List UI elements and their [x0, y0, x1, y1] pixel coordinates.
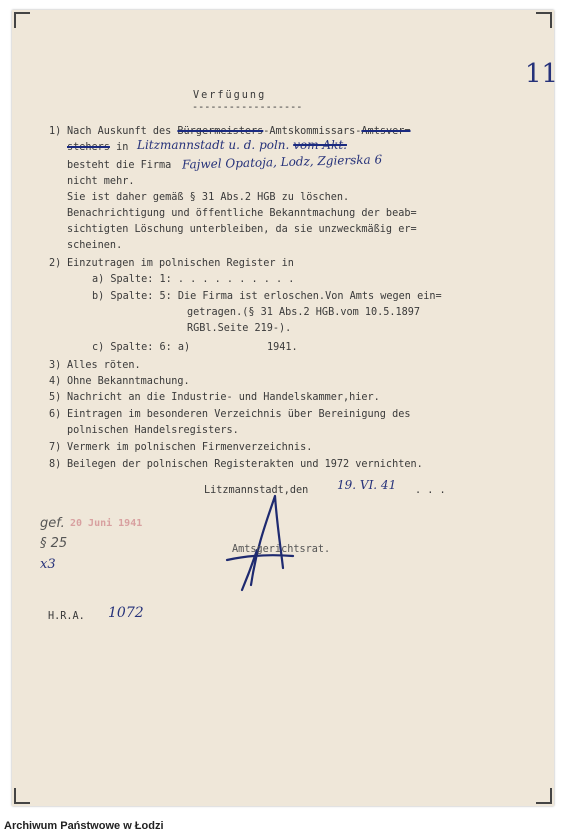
item-7-text: Vermerk im polnischen Firmenverzeichnis. [67, 442, 313, 453]
margin-note-x3: x3 [40, 557, 56, 572]
title-underline: ------------------ [192, 102, 303, 113]
item-1-number: 1) [49, 126, 62, 137]
item-4-text: Ohne Bekanntmachung. [67, 376, 190, 387]
item-1-line-6: Benachrichtigung und öffentliche Bekanntmachung der beab= [67, 208, 417, 219]
item-1-line-5: Sie ist daher gemäß § 31 Abs.2 HGB zu löschen. [67, 192, 350, 203]
item-5-text: Nachricht an die Industrie- und Handelskammer,hier. [67, 392, 380, 403]
item-2-b-line-2: getragen.(§ 31 Abs.2 HGB.vom 10.5.1897 [187, 307, 421, 318]
archive-footer [0, 812, 566, 840]
item-1-line-8: scheinen. [67, 240, 123, 251]
date-trailing-dots: . . . [415, 485, 446, 496]
text: Nach Auskunft des [67, 126, 178, 137]
archive-name: Archiwum Państwowe w Łodzi [4, 820, 164, 832]
handwritten-text: Litzmannstadt u. d. poln. [137, 138, 290, 152]
signature-title: Amtsgerichtsrat. [232, 544, 331, 555]
handwritten-struck-text: vom Akt. [293, 138, 347, 152]
struck-text: Bürgermeisters [177, 126, 264, 137]
item-7-number: 7) [49, 442, 62, 453]
struck-text: Amtsver= [361, 126, 411, 137]
item-3-number: 3) [49, 360, 62, 371]
text: -Amtskommissars- [263, 126, 362, 137]
item-1-line-7: sichtigten Löschung unterbleiben, da sie unzweckmäßig er= [67, 224, 417, 235]
crop-mark [536, 788, 552, 804]
hra-label: H.R.A. [48, 611, 85, 622]
item-8-text: Beilegen der polnischen Registerakten und 1972 vernichten. [67, 459, 423, 470]
item-2-line-1: Einzutragen im polnischen Register in [67, 258, 294, 269]
page-number: 11 [525, 59, 559, 89]
item-8-number: 8) [49, 459, 62, 470]
item-1-line-1 [67, 126, 411, 138]
item-1-line-4: nicht mehr. [67, 176, 135, 187]
item-2-c-year: 1941. [267, 342, 298, 353]
crop-mark [14, 788, 30, 804]
text: in [109, 142, 129, 153]
crop-mark [536, 12, 552, 28]
item-2-b-line-1: b) Spalte: 5: Die Firma ist erloschen.Von Amts wegen ein= [92, 291, 442, 302]
item-6-number: 6) [49, 409, 62, 420]
item-5-number: 5) [49, 392, 62, 403]
item-2-b-line-3: RGBl.Seite 219-). [187, 323, 292, 334]
item-1-line-2 [67, 142, 128, 154]
item-2-number: 2) [49, 258, 62, 269]
document-title: Verfügung [193, 90, 267, 101]
item-3-text: Alles röten. [67, 360, 141, 371]
item-1-line-3: besteht die Firma [67, 160, 172, 171]
item-6-text-cont: polnischen Handelsregisters. [67, 425, 239, 436]
document-page [12, 10, 559, 806]
crop-mark [14, 12, 30, 28]
hra-number: 1072 [108, 605, 144, 621]
item-2-a: a) Spalte: 1: . . . . . . . . . . [92, 274, 295, 285]
handwritten-date: 19. VI. 41 [337, 478, 397, 492]
margin-note-gef: gef. [40, 516, 65, 531]
item-6-text: Eintragen im besonderen Verzeichnis über Bereinigung des [67, 409, 411, 420]
margin-note-section: § 25 [40, 536, 68, 551]
struck-text: stehers [67, 142, 110, 153]
item-2-c: c) Spalte: 6: a) [92, 342, 191, 353]
handwritten-firm: Fajwel Opatoja, Lodz, Zgierska 6 [181, 152, 383, 172]
item-4-number: 4) [49, 376, 62, 387]
place-date-label: Litzmannstadt,den [204, 485, 309, 496]
date-stamp: 20 Juni 1941 [70, 518, 143, 529]
handwritten-place [137, 138, 347, 152]
